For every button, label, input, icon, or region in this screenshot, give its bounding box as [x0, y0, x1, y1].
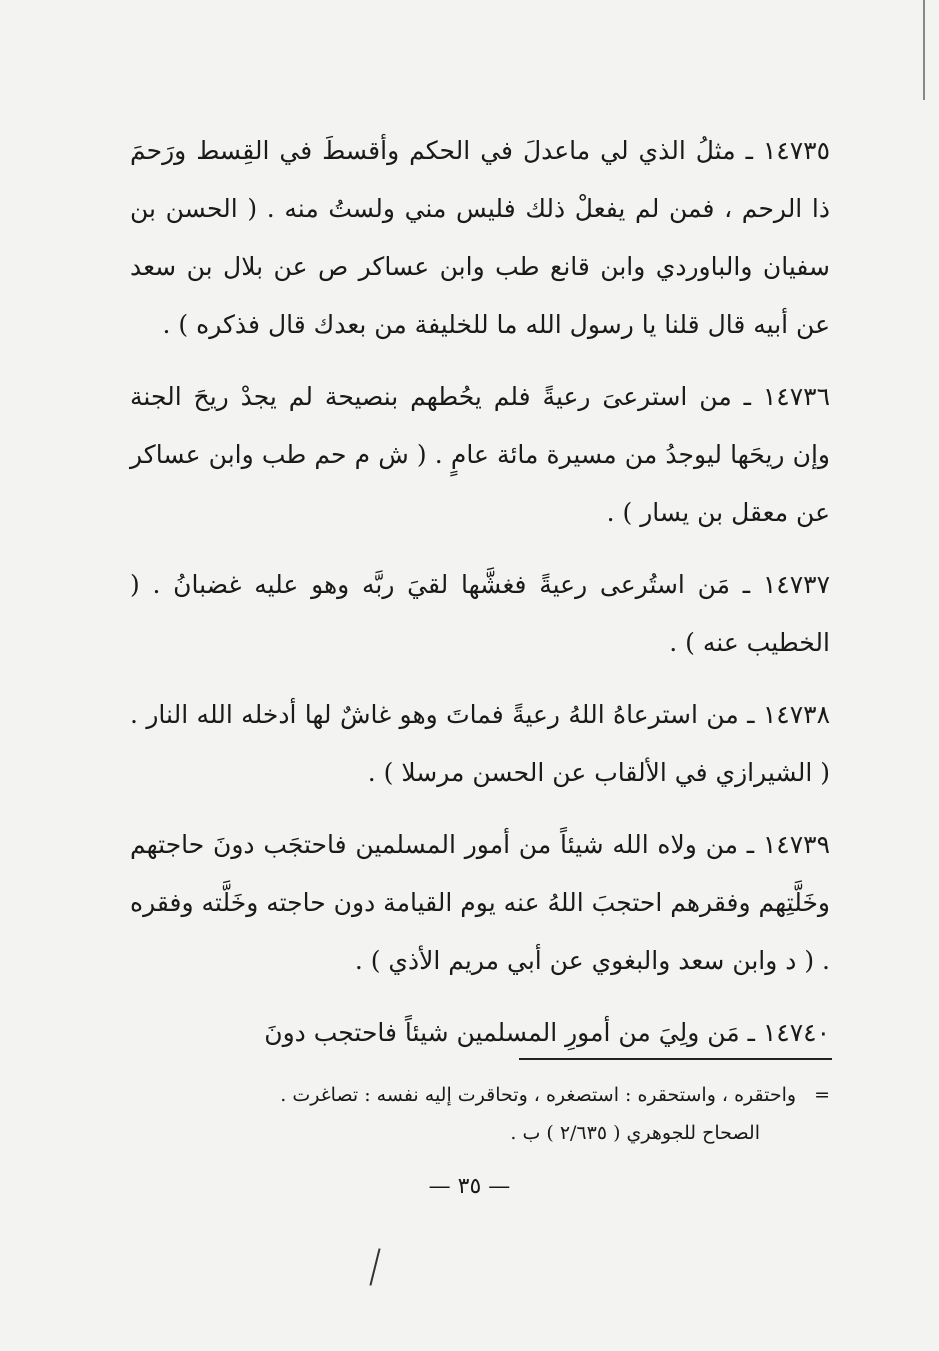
hadith-entry-14739: ١٤٧٣٩ ـ من ولاه الله شيئاً من أمور المسلمين فاحتجَب دونَ حاجتهم وخَلَّتِهم وفقرهم احتجبَ اللهُ عنه يوم القيامة دون حاجته وخَلَّته وفقره . ( د وابن سعد والبغوي عن أبي مريم الأذي ) . — [130, 830, 830, 975]
page-number: — ٣٥ — — [428, 1174, 511, 1199]
footnote-text-1: واحتقره ، واستحقره : استصغره ، وتحاقرت إليه نفسه : تصاغرت . — [280, 1084, 797, 1106]
footnote — [130, 1076, 830, 1152]
page-edge-line — [923, 0, 925, 100]
footnote-continuation-marker: = — [814, 1084, 830, 1106]
hadith-entry-14736: ١٤٧٣٦ ـ من استرعىَ رعيةً فلم يحُطهم بنصيحة لم يجدْ ريحَ الجنة وإن ريحَها ليوجدُ من مسيرة مائة عامٍ . ( ش م حم طب وابن عساكر عن معقل بن يسار ) . — [130, 382, 830, 527]
footnote-line-2: الصحاح للجوهري ( ٢/٦٣٥ ) ب . — [510, 1122, 760, 1144]
footnote-line-1 — [130, 1076, 830, 1114]
footnote-divider — [519, 1058, 832, 1060]
main-text — [130, 122, 830, 1062]
hadith-entry-14740: ١٤٧٤٠ ـ مَن ولِيَ من أمورِ المسلمين شيئاً فاحتجب دونَ — [264, 1018, 830, 1047]
hadith-entry-14738: ١٤٧٣٨ ـ من استرعاهُ اللهُ رعيةً فماتَ وهو غاشٌ لها أدخله الله النار . ( الشيرازي في الألقاب عن الحسن مرسلا ) . — [130, 700, 830, 787]
pencil-mark — [369, 1248, 380, 1285]
hadith-entry-14737: ١٤٧٣٧ ـ مَن استُرعى رعيةً فغشَّها لقيَ ربَّه وهو عليه غضبانُ . ( الخطيب عنه ) . — [130, 570, 830, 657]
hadith-entry-14735: ١٤٧٣٥ ـ مثلُ الذي لي ماعدلَ في الحكم وأقسطَ في القِسط ورَحمَ ذا الرحم ، فمن لم يفعلْ ذلك فليس مني ولستُ منه . ( الحسن بن سفيان والباوردي وابن قانع طب وابن عساكر ص عن بلال بن سعد عن أبيه قال قلنا يا رسول الله ما للخليفة من بعدك قال فذكره ) . — [130, 136, 830, 339]
